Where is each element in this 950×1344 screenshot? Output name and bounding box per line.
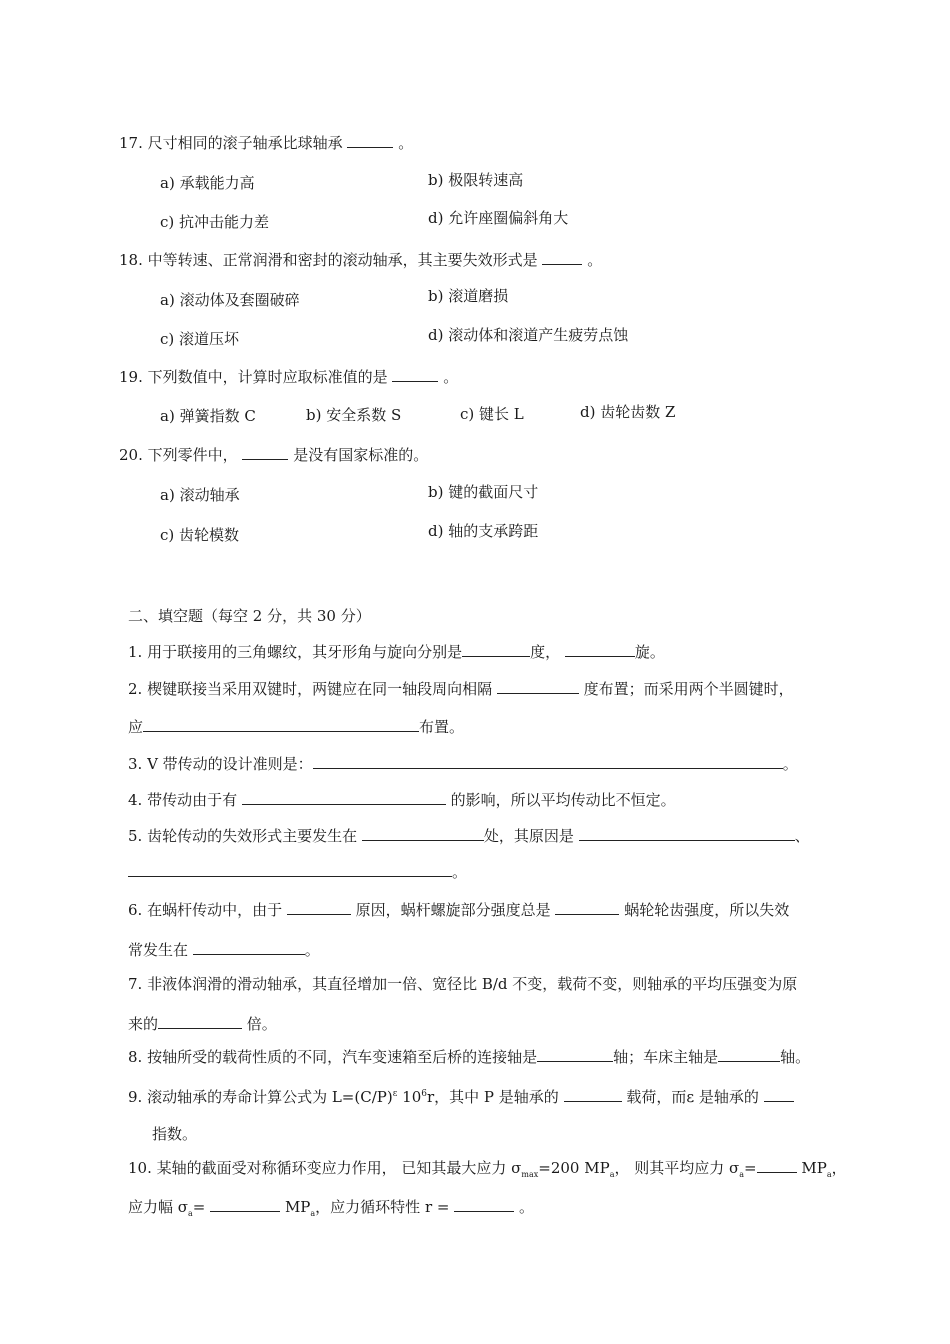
fill-question-2: 2. 楔键联接当采用双键时，两键应在同一轴段周向相隔 度布置；而采用两个半圆键时， [128,680,794,698]
answer-blank[interactable] [347,133,393,148]
answer-blank[interactable] [564,1087,622,1102]
fill-question-10: 10. 某轴的截面受对称循环变应力作用， 已知其最大应力 $\sigma_{max}=200$ $MP_a$， 则其平均应力 $\sigma_a= MP_a$， [128,1159,847,1179]
option-d[interactable]: d) 允许座圈偏斜角大 [428,209,569,227]
answer-blank[interactable] [565,642,635,657]
question-number: 20. [119,446,143,464]
option-d[interactable]: d) 齿轮齿数 Z [580,403,676,421]
option-d[interactable]: d) 滚动体和滚道产生疲劳点蚀 [428,326,629,344]
answer-blank[interactable] [193,940,305,955]
fill-question-9-cont: 指数。 [152,1125,198,1143]
question-number: 19. [119,368,143,386]
question-number: 18. [119,251,143,269]
option-c[interactable]: c) 键长 L [460,405,524,423]
fill-question-8: 8. 按轴所受的载荷性质的不同，汽车变速箱至后桥的连接轴是 轴；车床主轴是 轴。 [128,1048,811,1066]
answer-blank[interactable] [718,1047,780,1062]
answer-blank[interactable] [757,1158,797,1173]
answer-blank[interactable] [143,717,419,732]
question-19: 19. 下列数值中，计算时应取标准值的是 。 [119,368,459,386]
option-a[interactable]: a) 弹簧指数 C [160,407,256,425]
option-b[interactable]: b) 安全系数 S [306,406,402,424]
option-c[interactable]: c) 滚道压坏 [160,330,240,348]
fill-question-4: 4. 带传动由于有 的影响，所以平均传动比不恒定。 [128,791,676,809]
fill-question-3: 3. V 带传动的设计准则是： 。 [128,755,798,773]
answer-blank[interactable] [313,754,783,769]
fill-question-7: 7. 非液体润滑的滑动轴承，其直径增加一倍、宽径比 B/d 不变，载荷不变，则轴承的平均压强变为原 [128,975,798,993]
option-d[interactable]: d) 轴的支承跨距 [428,522,539,540]
option-a[interactable]: a) 滚动轴承 [160,486,240,504]
fill-question-7-cont: 来的 倍。 [128,1015,277,1033]
option-b[interactable]: b) 键的截面尺寸 [428,483,539,501]
option-b[interactable]: b) 极限转速高 [428,171,524,189]
question-18: 18. 中等转速、正常润滑和密封的滚动轴承，其主要失效形式是 。 [119,251,603,269]
answer-blank[interactable] [362,826,484,841]
answer-blank[interactable] [158,1014,242,1029]
answer-blank[interactable] [242,445,288,460]
option-b[interactable]: b) 滚道磨损 [428,287,509,305]
answer-blank[interactable] [542,250,582,265]
option-c[interactable]: c) 齿轮模数 [160,526,240,544]
section-title: 二、填空题（每空 2 分，共 30 分） [128,607,371,625]
answer-blank[interactable] [210,1197,280,1212]
answer-blank[interactable] [497,679,579,694]
fill-question-5: 5. 齿轮传动的失效形式主要发生在 处，其原因是 、 [128,827,810,845]
option-a[interactable]: a) 滚动体及套圈破碎 [160,291,300,309]
fill-question-9: 9. 滚动轴承的寿命计算公式为 $L=(C/P)^\varepsilon$ $10^6r$，其中 P 是轴承的 载荷，而ε 是轴承的 [128,1084,794,1107]
answer-blank[interactable] [462,642,530,657]
fill-question-5-cont: 。 [128,862,467,882]
answer-blank[interactable] [764,1087,794,1102]
fill-question-1: 1. 用于联接用的三角螺纹，其牙形角与旋向分别是 度， 旋。 [128,643,665,661]
question-stem: 中等转速、正常润滑和密封的滚动轴承，其主要失效形式是 [147,251,538,269]
answer-blank[interactable] [242,790,446,805]
fill-question-6-cont: 常发生在 。 [128,941,320,959]
question-17: 17. 尺寸相同的滚子轴承比球轴承 。 [119,134,414,152]
answer-blank[interactable] [128,862,452,877]
fill-question-6: 6. 在蜗杆传动中，由于 原因，蜗杆螺旋部分强度总是 蜗轮轮齿强度，所以失效 [128,901,790,919]
answer-blank[interactable] [537,1047,613,1062]
question-stem: 下列零件中， [147,446,238,464]
question-stem: 下列数值中，计算时应取标准值的是 [147,368,388,386]
answer-blank[interactable] [555,900,619,915]
fill-question-10-cont: 应力幅 $\sigma_a= MP_a$，应力循环特性 r = 。 [128,1198,535,1218]
option-c[interactable]: c) 抗冲击能力差 [160,213,270,231]
question-number: 17. [119,134,143,152]
question-stem: 尺寸相同的滚子轴承比球轴承 [147,134,343,152]
question-20: 20. 下列零件中， 是没有国家标准的。 [119,446,429,464]
answer-blank[interactable] [287,900,351,915]
fill-question-2-cont: 应 布置。 [128,718,465,736]
answer-blank[interactable] [392,367,438,382]
answer-blank[interactable] [454,1197,514,1212]
answer-blank[interactable] [579,826,795,841]
option-a[interactable]: a) 承载能力高 [160,174,255,192]
